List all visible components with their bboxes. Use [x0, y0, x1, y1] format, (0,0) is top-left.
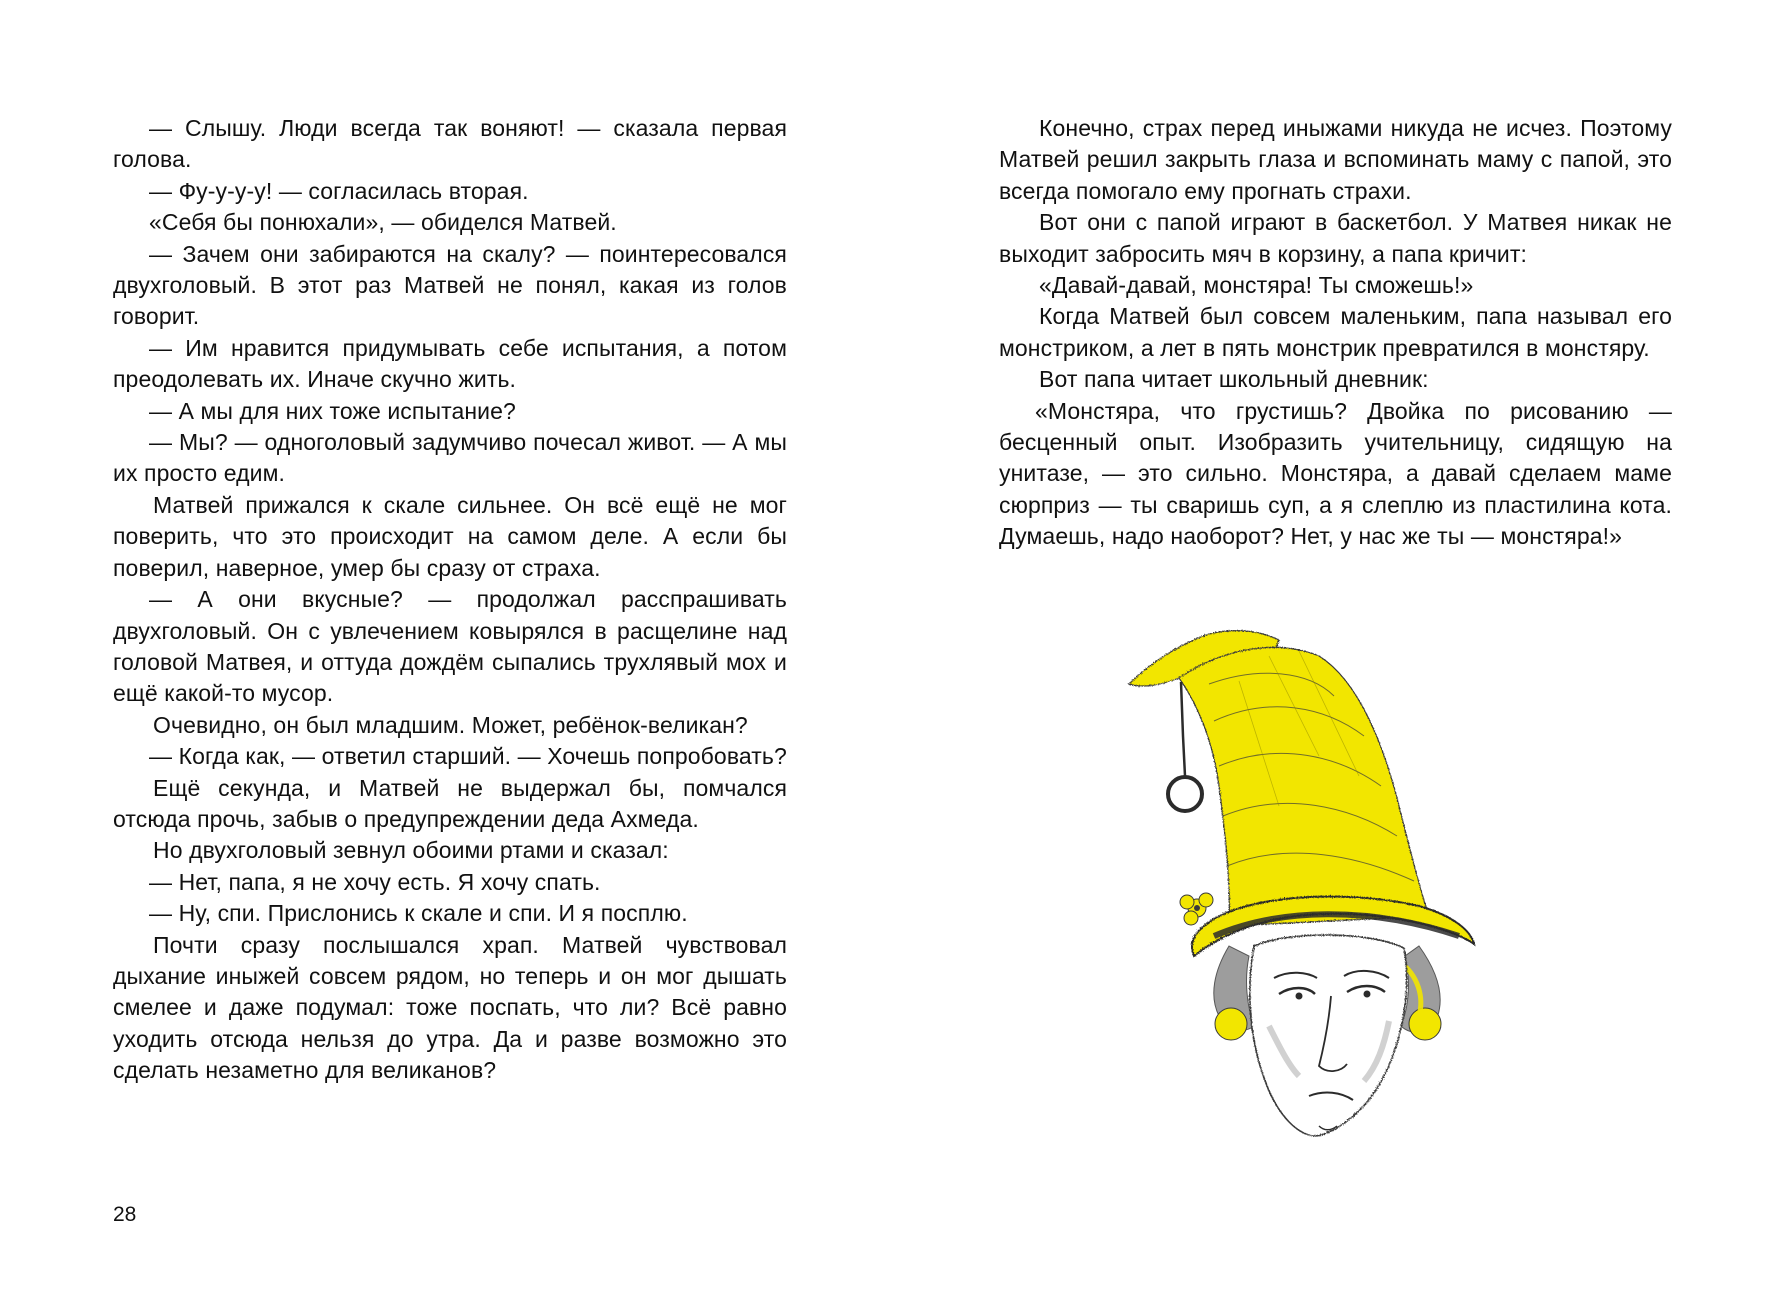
paragraph: Вот они с папой играют в баскетбол. У Матвея никак не выходит забросить мяч в корзину, а папа кричит:: [999, 209, 1672, 267]
paragraph: — Нет, папа, я не хочу есть. Я хочу спать.: [149, 868, 601, 895]
paragraph: «Давай-давай, монстяра! Ты сможешь!»: [1039, 272, 1474, 299]
paragraph: — Зачем они забираются на скалу? — поинтересовался двухголовый. В этот раз Матвей не понял, какая из голов говорит.: [113, 240, 787, 330]
woman-in-yellow-hat-icon: [1119, 626, 1519, 1146]
paragraph: — Ну, спи. Прислонись к скале и спи. И я посплю.: [149, 900, 688, 927]
paragraph: — А они вкусные? — продолжал расспрашивать двухголовый. Он с увлечением ковырялся в расщелине над головой Матвея, и оттуда дождём сыпались трухлявый мох и ещё какой-то мусор.: [113, 586, 787, 707]
hat-ring: [1168, 777, 1202, 811]
paragraph: Ещё секунда, и Матвей не выдержал бы, помчался отсюда прочь, забыв о предупреждении деда Ахмеда.: [113, 774, 787, 832]
hat-flower: [1180, 893, 1213, 925]
paragraph: — Слышу. Люди всегда так воняют! — сказала первая голова.: [113, 115, 787, 173]
paragraph: Матвей прижался к скале сильнее. Он всё ещё не мог поверить, что это происходит на самом деле. А если бы поверил, наверное, умер бы сразу от страха.: [113, 491, 787, 581]
page-number: 28: [113, 1203, 137, 1226]
paragraph: «Себя бы понюхали», — обиделся Матвей.: [149, 209, 617, 236]
hat-cone: [1179, 647, 1429, 926]
paragraph: — Фу-у-у-у! — согласилась вторая.: [149, 177, 529, 204]
paragraph: — Когда как, — ответил старший. — Хочешь попробовать?: [149, 743, 787, 770]
paragraph: Но двухголовый зевнул обоими ртами и сказал:: [153, 837, 669, 864]
paragraph: Конечно, страх перед иныжами никуда не исчез. Поэтому Матвей решил закрыть глаза и вспоминать маму с папой, это всегда помогало ему прогнать страхи.: [999, 115, 1672, 204]
hat-string: [1181, 682, 1185, 776]
curl-right: [1409, 1008, 1441, 1040]
paragraph: — Им нравится придумывать себе испытания, а потом преодолевать их. Иначе скучно жить.: [113, 334, 787, 393]
paragraph: «Монстяра, что грустишь? Двойка по рисованию — бесценный опыт. Изобразить учительницу, сидящую на унитазе, — это сильно. Монстяра, а давай сделаем маме сюрприз — ты сваришь суп, а я слеплю из пластилина кота. Думаешь, надо наоборот? Нет, у нас же ты — монстяра!»: [999, 397, 1672, 550]
paragraph: Когда Матвей был совсем маленьким, папа называл его монстриком, а лет в пять монстрик превратился в монстяру.: [999, 303, 1672, 361]
right-page: [886, 0, 1772, 1299]
paragraph: Почти сразу послышался храп. Матвей чувствовал дыхание иныжей совсем рядом, но теперь и он мог дышать смелее и даже подумал: тоже поспать, что ли? Всё равно уходить отсюда нельзя до утра. Да и разве возможно это сделать незаметно для великанов?: [113, 931, 787, 1084]
right-page-text: [999, 113, 1672, 553]
left-page-text: [113, 113, 787, 1087]
paragraph: Очевидно, он был младшим. Может, ребёнок-великан?: [153, 711, 748, 738]
paragraph: — Мы? — одноголовый задумчиво почесал живот. — А мы их просто едим.: [113, 429, 787, 487]
paragraph: Вот папа читает школьный дневник:: [1039, 366, 1429, 393]
paragraph: — А мы для них тоже испытание?: [149, 397, 516, 424]
curl-left: [1215, 1008, 1247, 1040]
